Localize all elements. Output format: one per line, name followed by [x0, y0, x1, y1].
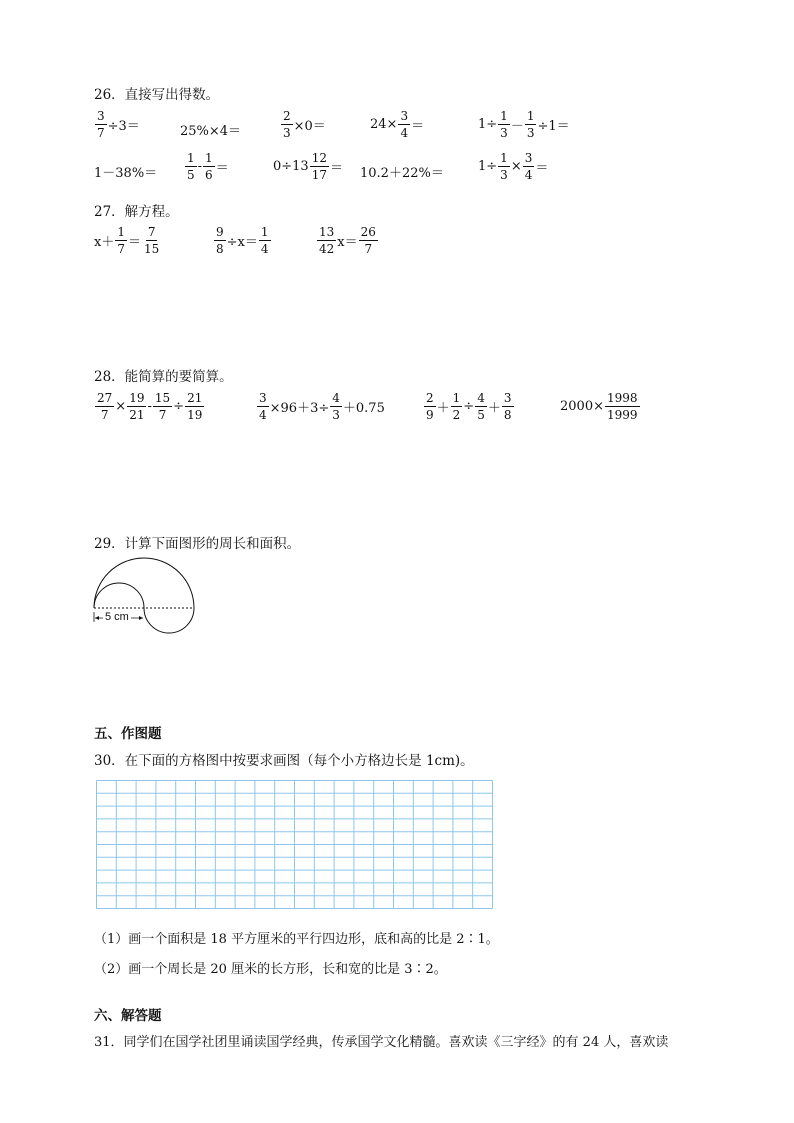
q27-equation-3: $\frac{13}{42}$ x＝ $\frac{26}{7}$ — [319, 225, 376, 256]
fraction: $\frac{1}{5}$ — [187, 151, 195, 182]
q26-title: 26．直接写出得数。 — [94, 87, 220, 103]
fraction: $\frac{13}{42}$ — [319, 225, 335, 256]
fraction: $\frac{1}{3}$ — [526, 109, 535, 140]
fraction: $\frac{1998}{1999}$ — [606, 391, 638, 422]
fraction: $\frac{1}{4}$ — [260, 225, 269, 256]
q26-expr-2: 25%×4＝ — [180, 124, 242, 139]
fraction: $\frac{1}{7}$ — [117, 225, 125, 256]
fraction: $\frac{27}{7}$ — [97, 391, 113, 422]
fraction: $\frac{1}{6}$ — [205, 151, 213, 182]
small-lower-semicircle — [144, 608, 194, 633]
fraction: $\frac{21}{19}$ — [187, 391, 203, 422]
large-semicircle — [94, 558, 194, 608]
q30-title: 30．在下面的方格图中按要求画图（每个小方格边长是 1cm)。 — [94, 753, 474, 769]
q27-title: 27．解方程。 — [94, 204, 179, 220]
q28-title: 28．能简算的要简算。 — [94, 369, 233, 385]
q28-expr-3: $\frac{2}{9}$ ＋ $\frac{1}{2}$ ÷ $\frac{4}{5}$ ＋ $\frac{3}{8}$ — [426, 391, 512, 422]
q26-expr-5: 1÷ $\frac{1}{3}$ － $\frac{1}{3}$ ÷1＝ — [478, 109, 570, 140]
q26-expr-4: 24× $\frac{3}{4}$ ＝ — [370, 109, 425, 140]
q26-expr-10: 1÷ $\frac{1}{3}$ × $\frac{3}{4}$ ＝ — [478, 151, 549, 182]
dimension-label: 5 cm — [105, 611, 129, 623]
q26-expr-8: 0÷13 $\frac{12}{17}$ ＝ — [273, 151, 344, 182]
drawing-grid[interactable] — [96, 780, 496, 910]
fraction: $\frac{3}{8}$ — [503, 391, 512, 422]
fraction: $\frac{3}{4}$ — [524, 151, 533, 182]
fraction: $\frac{1}{2}$ — [452, 391, 461, 422]
fraction: $\frac{26}{7}$ — [360, 225, 376, 256]
q28-expr-4: 2000× $\frac{1998}{1999}$ — [560, 391, 638, 422]
fraction: $\frac{4}{5}$ — [477, 391, 485, 422]
semicircle-figure — [90, 552, 205, 637]
q27-equation-2: $\frac{9}{8}$ ÷x＝ $\frac{1}{4}$ — [216, 225, 269, 256]
fraction: $\frac{2}{3}$ — [283, 109, 291, 140]
q26-expr-9: 10.2＋22%＝ — [360, 166, 444, 181]
q30-sub2: （2）画一个周长是 20 厘米的长方形，长和宽的比是 3∶2。 — [94, 962, 447, 977]
fraction: $\frac{15}{7}$ — [154, 391, 171, 422]
fraction: $\frac{3}{4}$ — [400, 109, 409, 140]
fraction: $\frac{19}{21}$ — [129, 391, 145, 422]
q30-sub1: （1）画一个面积是 18 平方厘米的平行四边形，底和高的比是 2∶1。 — [94, 932, 499, 947]
fraction: $\frac{12}{17}$ — [311, 151, 327, 182]
q26-expr-3: $\frac{2}{3}$ ×0＝ — [283, 109, 326, 140]
section-five-title: 五、作图题 — [94, 726, 162, 742]
q26-expr-7: $\frac{1}{5}$ - $\frac{1}{6}$ ＝ — [187, 151, 229, 182]
fraction: $\frac{1}{3}$ — [500, 151, 508, 182]
fraction: $\frac{1}{3}$ — [500, 109, 508, 140]
arrow-right-icon — [139, 616, 143, 620]
grid-lines — [97, 781, 493, 909]
fraction: $\frac{3}{4}$ — [259, 391, 267, 422]
q31-text: 31．同学们在国学社团里诵读国学经典，传承国学文化精髓。喜欢读《三字经》的有 24 人，喜欢读 — [94, 1035, 669, 1050]
q28-expr-2: $\frac{3}{4}$ ×96＋3÷ $\frac{4}{3}$ ＋0.75 — [259, 391, 385, 422]
fraction: $\frac{3}{7}$ — [97, 109, 105, 140]
section-six-title: 六、解答题 — [94, 1008, 162, 1024]
q27-equation-1: x＋ $\frac{1}{7}$ ＝ $\frac{7}{15}$ — [94, 225, 160, 256]
q26-expr-1: $\frac{3}{7}$ ÷3＝ — [97, 109, 140, 140]
arrow-left-icon — [95, 616, 99, 620]
fraction: $\frac{2}{9}$ — [426, 391, 434, 422]
q28-expr-1: $\frac{27}{7}$ × $\frac{19}{21}$ - $\frac{15}{7}$ ÷ $\frac{21}{19}$ — [97, 391, 203, 422]
fraction: $\frac{7}{15}$ — [144, 225, 160, 256]
fraction: $\frac{9}{8}$ — [216, 225, 224, 256]
q29-title: 29．计算下面图形的周长和面积。 — [94, 536, 301, 552]
fraction: $\frac{4}{3}$ — [332, 391, 340, 422]
small-upper-semicircle — [94, 583, 144, 608]
q26-expr-6: 1－38%＝ — [94, 166, 158, 181]
